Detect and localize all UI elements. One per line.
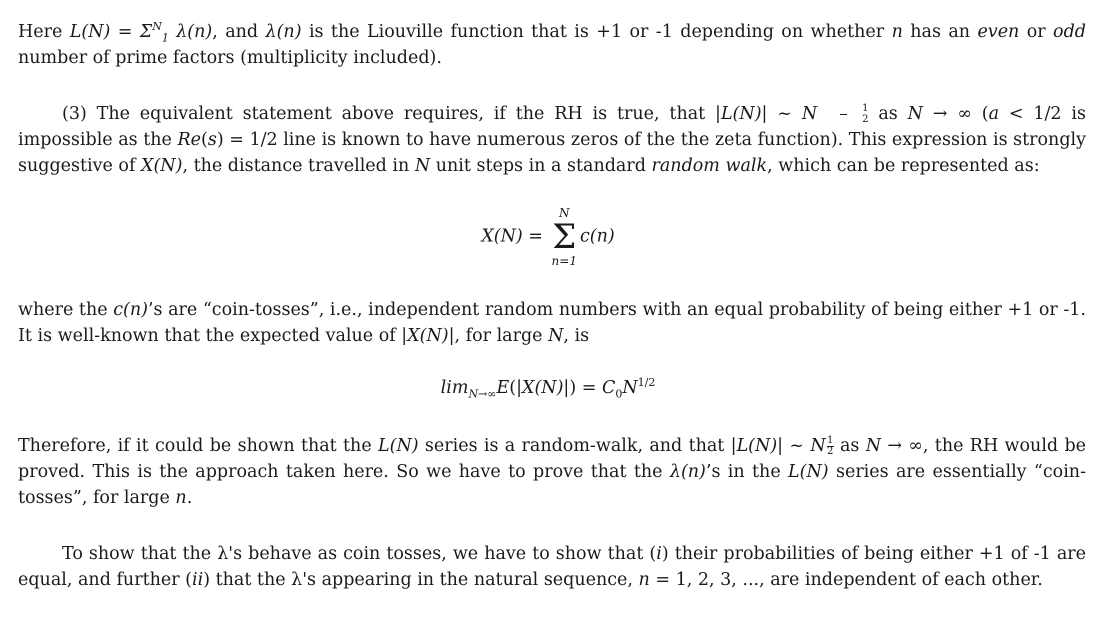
text: series are essentially “coin-tosses”, for large: [18, 462, 1086, 508]
math-text: (|: [509, 378, 522, 398]
paragraph-liouville-definition: [18, 19, 1086, 71]
summation-symbol: Σ: [552, 217, 577, 257]
math-N: N: [865, 436, 882, 456]
math-s: s: [207, 130, 217, 150]
math-N: N: [548, 326, 564, 346]
math-c-n: c(n): [113, 300, 148, 320]
text: number of prime factors (multiplicity included).: [18, 48, 442, 68]
text: , and: [212, 22, 266, 42]
math-X-N: X(N): [407, 326, 449, 346]
text: |, for large: [448, 326, 549, 346]
fraction-numerator: 1: [826, 435, 834, 446]
text: is the Liouville function that is +1 or -1 depending on whether: [301, 22, 892, 42]
math-N: N: [810, 436, 826, 456]
fraction-half: [818, 104, 868, 125]
math-L-N: L(N): [720, 104, 762, 124]
text: (3) The equivalent statement above requires, if the RH is true, that |: [62, 104, 721, 124]
paragraph-coin-tosses: [18, 297, 1086, 349]
text: = 1, 2, 3, ..., are independent of each other.: [649, 570, 1043, 590]
paragraph-equivalent-statement: [18, 101, 1086, 179]
text: , the distance travelled in: [182, 156, 415, 176]
math-X-N: X(N): [141, 156, 183, 176]
math-n: n: [891, 22, 903, 42]
text: Therefore, if it could be shown that the: [18, 436, 379, 456]
math-N: N: [414, 156, 431, 176]
fraction-numerator: 1: [862, 103, 869, 114]
summation: [552, 206, 577, 268]
emphasis-random-walk: random walk: [651, 156, 768, 176]
text: , is: [563, 326, 590, 346]
text: To show that the λ's behave as coin tosses, we have to show that (: [62, 544, 657, 564]
math-L-N: L(N): [788, 462, 829, 482]
constant-C: C: [601, 378, 616, 398]
text: .: [186, 488, 193, 508]
math-text: L(N) = Σ: [69, 22, 153, 42]
text: < 1/2 is impossible as the: [18, 104, 1087, 150]
fraction-denominator: 2: [826, 446, 834, 457]
sum-lower-limit: 1: [161, 31, 169, 45]
text: unit steps in a standard: [430, 156, 652, 176]
math-N: N: [801, 104, 818, 124]
equation-lhs: X(N) =: [481, 226, 549, 247]
text: as: [868, 104, 908, 124]
text: , which can be represented as:: [767, 156, 1040, 176]
text: ) their probabilities of being either +1 of -1 are equal, and further (: [18, 544, 1086, 590]
text: Here: [18, 22, 70, 42]
summation-lower-limit: n=1: [551, 254, 577, 268]
fraction-half: [827, 436, 834, 457]
math-N: N: [622, 378, 638, 398]
limit-operator: lim: [440, 378, 469, 398]
text: → ∞ (: [922, 104, 989, 124]
math-text: |) =: [563, 378, 602, 398]
equation-rhs: c(n): [579, 226, 615, 247]
text: as: [833, 436, 866, 456]
exponent: 1/2: [637, 376, 656, 390]
math-L-sum: [69, 20, 213, 45]
math-lambda-n: λ(n): [265, 22, 302, 42]
math-text: λ(n): [168, 22, 213, 42]
text: ) that the λ's appearing in the natural sequence,: [203, 570, 639, 590]
text: ’s in the: [705, 462, 789, 482]
text: | ~: [777, 436, 811, 456]
text: where the: [18, 300, 114, 320]
math-i: i: [656, 544, 662, 564]
emphasis-even: even: [977, 22, 1020, 42]
constant-subscript: 0: [615, 387, 623, 401]
paragraph-therefore: [18, 433, 1086, 511]
emphasis-odd: odd: [1053, 22, 1086, 42]
equation-random-walk-sum: [0, 206, 1096, 268]
math-n: n: [638, 570, 650, 590]
text: (: [201, 130, 208, 150]
text: has an: [902, 22, 978, 42]
text: ’s are “coin-tosses”, i.e., independent random numbers with an equal probability of being either +1 or -1. It is well-known that the expected value of |: [18, 300, 1086, 346]
equation-expected-value: [0, 375, 1096, 401]
text: ) = 1/2 line is known to have numerous zeros of the the zeta function). This expression is strongly suggestive of: [18, 130, 1087, 176]
math-n: n: [175, 488, 187, 508]
math-L-N: L(N): [736, 436, 778, 456]
text: or: [1019, 22, 1054, 42]
math-ii: ii: [191, 570, 204, 590]
math-lambda-n: λ(n): [669, 462, 706, 482]
math-N: N: [907, 104, 923, 124]
math-a: a: [988, 104, 1000, 124]
text: | ~: [761, 104, 802, 124]
math-L-N: L(N): [378, 436, 419, 456]
paragraph-coin-toss-conditions: [18, 541, 1086, 593]
math-Re: Re: [177, 130, 201, 150]
text: series is a random-walk, and that |: [418, 436, 737, 456]
limit-subscript: N→∞: [468, 387, 497, 401]
text: → ∞, the RH would be proved. This is the approach taken here. So we have to prove that the: [18, 436, 1087, 482]
sum-upper-limit: N: [152, 20, 162, 34]
summation-upper-limit: N: [558, 206, 570, 220]
expectation-E: E: [496, 378, 510, 398]
fraction-denominator: 2: [862, 114, 869, 125]
math-X-N: X(N): [521, 378, 564, 398]
